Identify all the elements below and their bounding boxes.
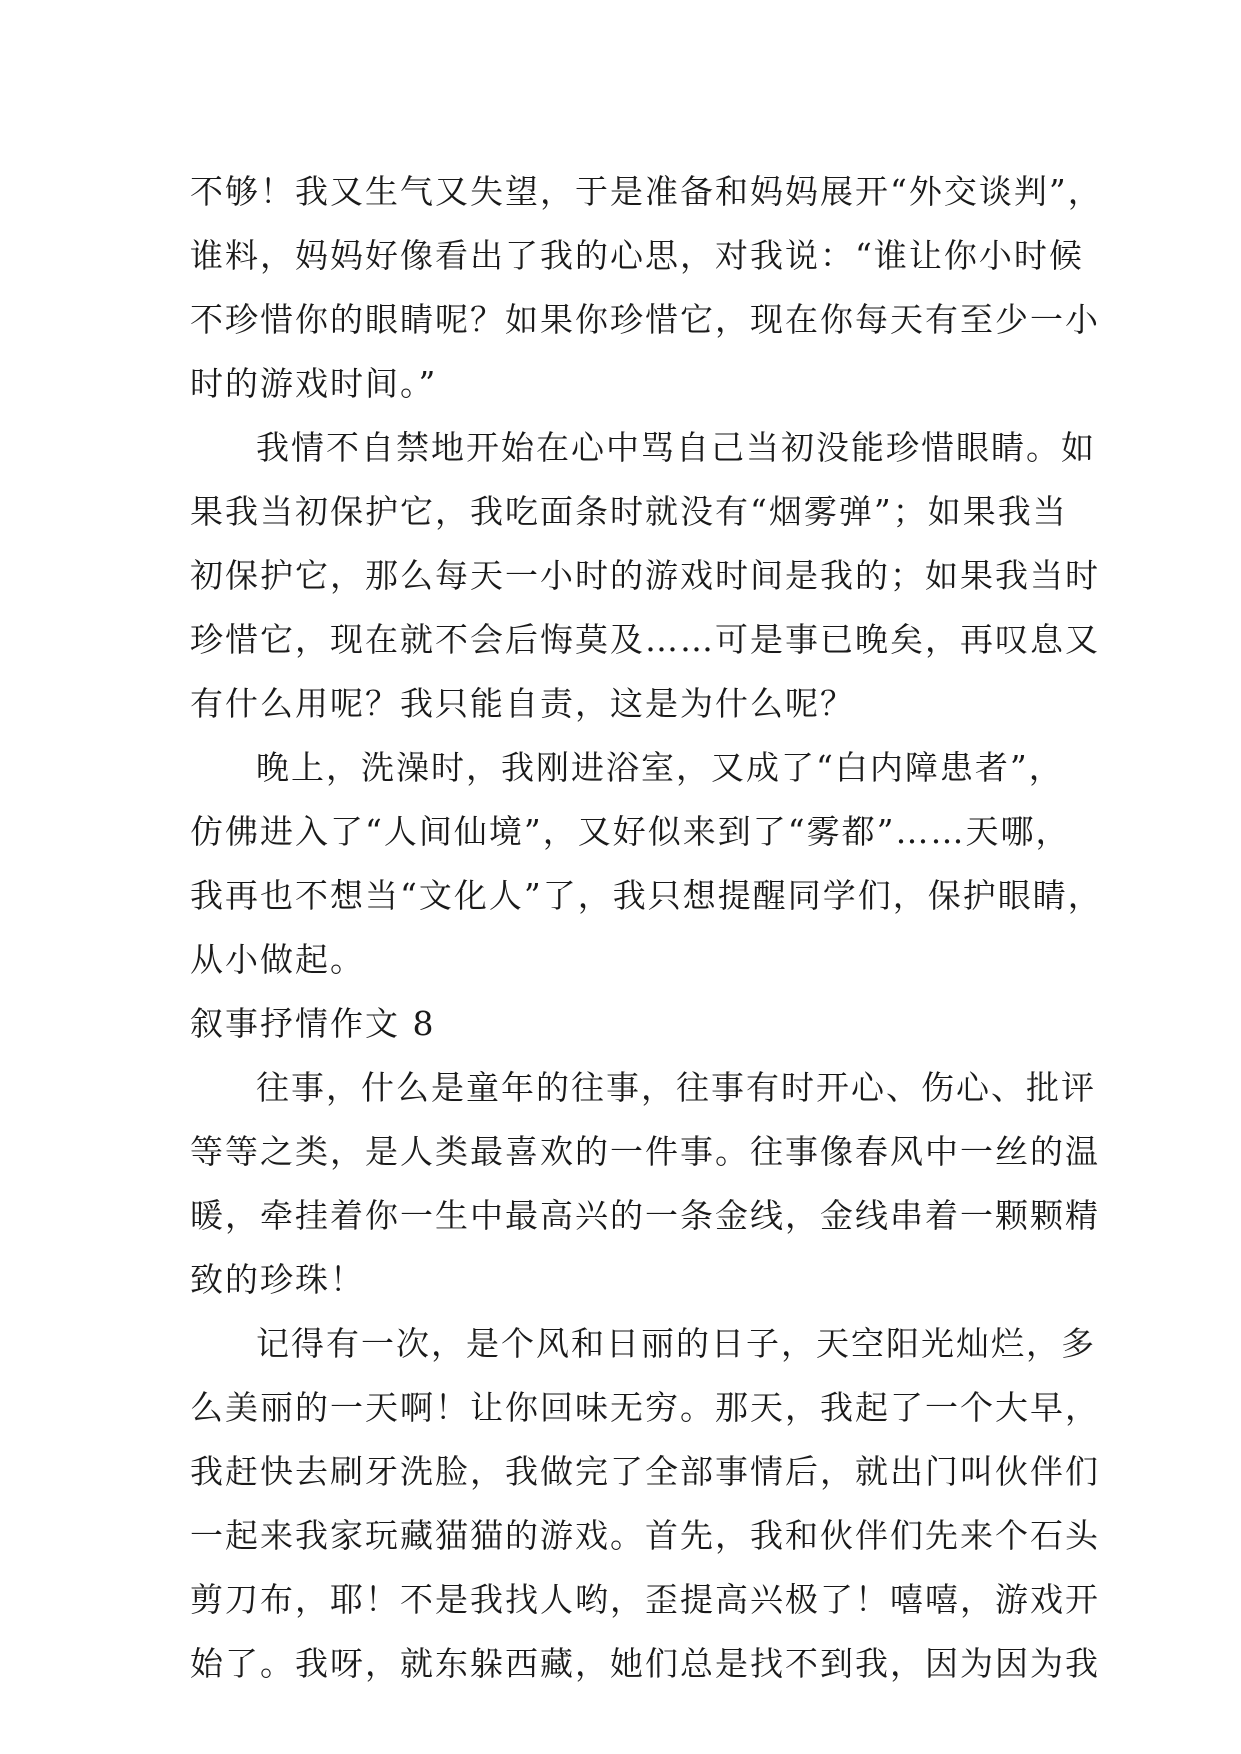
paragraph — [190, 1312, 1100, 1696]
text-line: 晚上，洗澡时，我刚进浴室，又成了“白内障患者”， — [256, 748, 1064, 787]
text-line: 从小做起。 — [190, 940, 365, 979]
text-line: 一起来我家玩藏猫猫的游戏。首先，我和伙伴们先来个石头 — [190, 1516, 1100, 1555]
text-line: 仿佛进入了“人间仙境”，又好似来到了“雾都”……天哪， — [190, 812, 1071, 851]
text-line: 珍惜它，现在就不会后悔莫及……可是事已晚矣，再叹息又 — [190, 620, 1100, 659]
paragraph — [190, 416, 1100, 736]
text-line: 记得有一次，是个风和日丽的日子，天空阳光灿烂，多 — [256, 1324, 1096, 1363]
document-body — [190, 160, 1103, 1696]
text-line: 等等之类，是人类最喜欢的一件事。往事像春风中一丝的温 — [190, 1132, 1100, 1171]
text-line: 不珍惜你的眼睛呢？如果你珍惜它，现在你每天有至少一小 — [190, 300, 1100, 339]
text-line: 不够！我又生气又失望，于是准备和妈妈展开“外交谈判”， — [190, 172, 1103, 211]
text-line: 暖，牵挂着你一生中最高兴的一条金线，金线串着一颗颗精 — [190, 1196, 1100, 1235]
text-line: 致的珍珠！ — [190, 1260, 365, 1299]
text-line: 时的游戏时间。” — [190, 364, 438, 403]
text-line: 始了。我呀，就东躲西藏，她们总是找不到我，因为因为我 — [190, 1644, 1100, 1683]
text-line: 我再也不想当“文化人”了，我只想提醒同学们，保护眼睛， — [190, 876, 1103, 915]
text-line: 剪刀布，耶！不是我找人哟，歪提高兴极了！嘻嘻，游戏开 — [190, 1580, 1100, 1619]
text-line: 果我当初保护它，我吃面条时就没有“烟雾弹”；如果我当 — [190, 492, 1068, 531]
text-line: 我情不自禁地开始在心中骂自己当初没能珍惜眼睛。如 — [256, 428, 1096, 467]
section-heading: 叙事抒情作文 8 — [190, 1004, 436, 1043]
text-line: 么美丽的一天啊！让你回味无穷。那天，我起了一个大早， — [190, 1388, 1100, 1427]
paragraph — [190, 160, 1103, 416]
text-line: 我赶快去刷牙洗脸，我做完了全部事情后，就出门叫伙伴们 — [190, 1452, 1100, 1491]
paragraph — [190, 736, 1103, 992]
paragraph — [190, 1056, 1100, 1312]
text-line: 谁料，妈妈好像看出了我的心思，对我说：“谁让你小时候 — [190, 236, 1084, 275]
text-line: 往事，什么是童年的往事，往事有时开心、伤心、批评 — [256, 1068, 1096, 1107]
text-line: 有什么用呢？我只能自责，这是为什么呢？ — [190, 684, 855, 723]
text-line: 初保护它，那么每天一小时的游戏时间是我的；如果我当时 — [190, 556, 1100, 595]
